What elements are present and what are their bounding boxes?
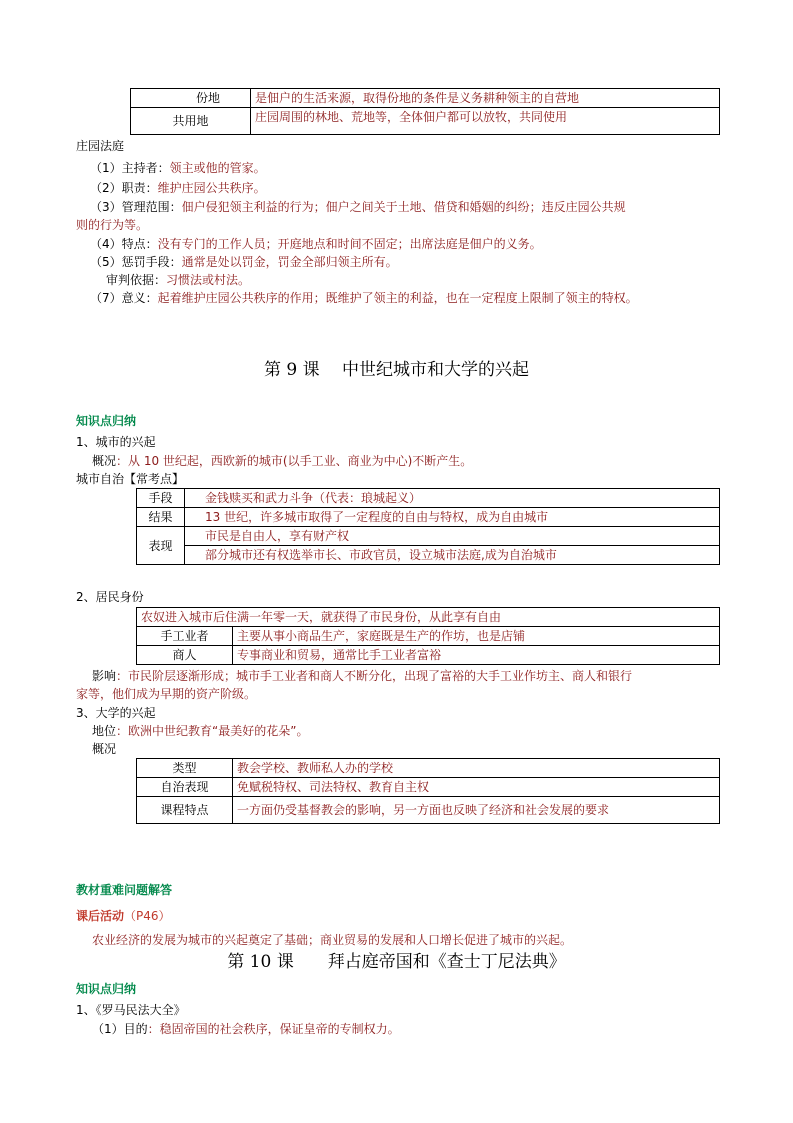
table-row	[137, 546, 720, 565]
court-item-feature: （4）特点：没有专门的工作人员；开庭地点和时间不固定；出席法庭是佃户的义务。	[90, 237, 542, 251]
citizen-row0: 农奴进入城市后住满一年零一天，就获得了市民身份，从此享有自由	[137, 608, 720, 627]
qa-heading: 教材重难问题解答	[76, 883, 173, 897]
land-desc: 庄园周围的林地、荒地等，全体佃户都可以放牧，共同使用	[251, 108, 720, 135]
court-item-host: （1）主持者：领主或他的管家。	[90, 161, 266, 175]
court-item-basis: 审判依据：习惯法或村法。	[106, 273, 251, 287]
city-rise-title: 1、城市的兴起	[76, 435, 156, 449]
table-row	[137, 778, 720, 797]
perf-label: 表现	[137, 527, 185, 565]
result-text: 13 世纪，许多城市取得了一定程度的自由与特权，成为自由城市	[185, 508, 720, 527]
table-row	[137, 627, 720, 646]
univ-label: 自治表现	[137, 778, 233, 797]
lesson9-title: 第 9 课 中世纪城市和大学的兴起	[263, 360, 530, 380]
activity-line: 课后活动（P46）	[76, 909, 171, 923]
table-row	[137, 797, 720, 824]
court-item-scope: （3）管理范围：佃户侵犯领主利益的行为；佃户之间关于土地、借贷和婚姻的纠纷；违反庄园公共规	[90, 200, 626, 214]
court-item-penalty: （5）惩罚手段：通常是处以罚金，罚金全部归领主所有。	[90, 255, 398, 269]
univ-status-line: 地位：欧洲中世纪教育“最美好的花朵”。	[92, 724, 309, 738]
activity-text: 农业经济的发展为城市的兴起奠定了基础；商业贸易的发展和人口增长促进了城市的兴起。	[92, 933, 573, 947]
overview-line: 概况：从 10 世纪起，西欧新的城市(以手工业、商业为中心)不断产生。	[92, 454, 473, 468]
citizen-table	[136, 607, 720, 665]
court-title: 庄园法庭	[76, 139, 125, 153]
table-row	[137, 489, 720, 508]
table-row	[137, 646, 720, 665]
means-label: 手段	[137, 489, 185, 508]
table-row	[137, 508, 720, 527]
court-item-scope-cont: 则的行为等。	[76, 218, 149, 232]
land-table	[130, 88, 720, 135]
univ-label: 课程特点	[137, 797, 233, 824]
citizen-title: 2、居民身份	[76, 590, 144, 604]
univ-overview: 概况	[92, 742, 117, 756]
univ-table	[136, 758, 720, 824]
table-row	[131, 108, 720, 135]
citizen-text: 专事商业和贸易，通常比手工业者富裕	[233, 646, 720, 665]
autonomy-title: 城市自治【常考点】	[76, 472, 185, 486]
influence-line: 影响：市民阶层逐渐形成；城市手工业者和商人不断分化，出现了富裕的大手工业作坊主、商人和银行	[92, 669, 633, 683]
court-item-duty: （2）职责：维护庄园公共秩序。	[90, 181, 266, 195]
autonomy-table	[136, 488, 720, 565]
land-label: 共用地	[131, 108, 251, 135]
table-row	[137, 527, 720, 546]
univ-text: 免赋税特权、司法特权、教育自主权	[233, 778, 720, 797]
table-row	[131, 89, 720, 108]
lesson10-title: 第 10 课 拜占庭帝国和《查士丁尼法典》	[227, 952, 566, 972]
table-row	[137, 608, 720, 627]
univ-text: 一方面仍受基督教会的影响，另一方面也反映了经济和社会发展的要求	[233, 797, 720, 824]
kp-heading: 知识点归纳	[76, 414, 137, 428]
land-label: 份地	[131, 89, 251, 108]
item1-title: 1、《罗马民法大全》	[76, 1003, 186, 1017]
land-desc: 是佃户的生活来源，取得份地的条件是义务耕种领主的自营地	[251, 89, 720, 108]
result-label: 结果	[137, 508, 185, 527]
court-item-significance: （7）意义：起着维护庄园公共秩序的作用；既维护了领主的利益，也在一定程度上限制了领主的特权。	[90, 291, 638, 305]
influence-cont: 家等，他们成为早期的资产阶级。	[76, 687, 257, 701]
kp-heading-10: 知识点归纳	[76, 982, 137, 996]
means-text: 金钱赎买和武力斗争（代表：琅城起义）	[185, 489, 720, 508]
univ-text: 教会学校、教师私人办的学校	[233, 759, 720, 778]
perf-text-2: 部分城市还有权选举市长、市政官员，设立城市法庭,成为自治城市	[185, 546, 720, 565]
univ-label: 类型	[137, 759, 233, 778]
univ-title: 3、大学的兴起	[76, 706, 156, 720]
citizen-text: 主要从事小商品生产，家庭既是生产的作坊，也是店铺	[233, 627, 720, 646]
perf-text-1: 市民是自由人，享有财产权	[185, 527, 720, 546]
citizen-label: 手工业者	[137, 627, 233, 646]
purpose-line: （1）目的：稳固帝国的社会秩序，保证皇帝的专制权力。	[92, 1022, 400, 1036]
table-row	[137, 759, 720, 778]
citizen-label: 商人	[137, 646, 233, 665]
